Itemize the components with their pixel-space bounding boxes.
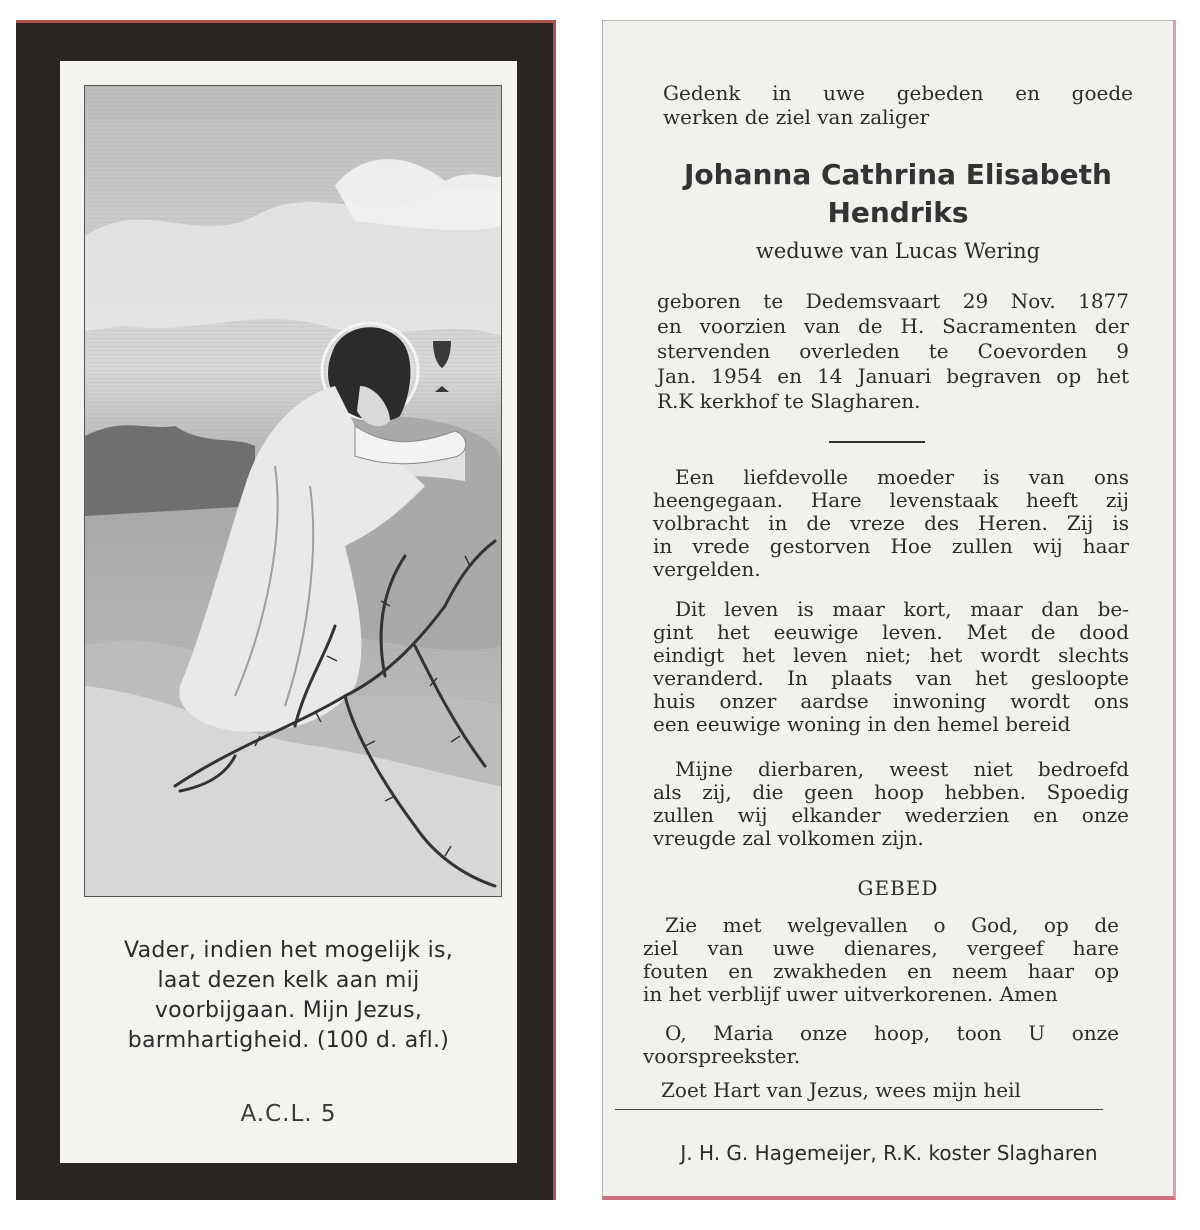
devotional-image <box>84 85 502 897</box>
prayer-line: Zie met welgevallen o God, op de <box>665 913 1119 937</box>
paragraph-line: vergelden. <box>653 557 761 581</box>
paragraph-line: volbracht in de vreze des Heren. Zij is <box>653 511 1129 535</box>
paragraph-line: heengegaan. Hare levenstaak heeft zij <box>653 488 1129 512</box>
paragraph-line: in vrede gestorven Hoe zullen wij haar <box>653 534 1129 558</box>
intro-text <box>663 81 1133 129</box>
paragraph-line: Mijne dierbaren, weest niet bedroefd <box>675 757 1129 781</box>
kneeling-figure-illustration <box>85 86 501 896</box>
paragraph-loved-ones <box>653 758 1129 850</box>
deceased-name <box>633 156 1163 232</box>
caption-line: barmhartigheid. (100 d. afl.) <box>127 1028 450 1053</box>
paragraph-line: veranderd. In plaats van het gesloopte <box>653 666 1129 690</box>
closing-invocation: Zoet Hart van Jezus, wees mijn heil <box>661 1078 1021 1102</box>
prayer-line: voorspreekster. <box>643 1044 801 1068</box>
caption-line: Vader, indien het mogelijk is, <box>123 938 454 963</box>
paragraph-line: zullen wij elkander wederzien en onze <box>653 803 1129 827</box>
prayer-maria <box>643 1022 1119 1068</box>
paragraph-mother <box>653 466 1129 581</box>
bio-line: geboren te Dedemsvaart 29 Nov. 1877 <box>657 289 1129 313</box>
prayer-line: O, Maria onze hoop, toon U onze <box>665 1021 1119 1045</box>
paragraph-line: eindigt het leven niet; het wordt slechts <box>653 643 1129 667</box>
prayer-card-front <box>16 20 556 1200</box>
name-line: Johanna Cathrina Elisabeth <box>684 158 1112 191</box>
paragraph-line: vreugde zal volkomen zijn. <box>653 826 924 850</box>
bio-line: Jan. 1954 en 14 Januari begraven op het <box>657 364 1129 388</box>
intro-line: Gedenk in uwe gebeden en goede <box>663 81 1133 105</box>
paragraph-line: als zij, die geen hoop hebben. Spoedig <box>653 780 1129 804</box>
prayer-heading: GEBED <box>857 876 939 900</box>
bio-line: en voorzien van de H. Sacramenten der <box>657 314 1129 338</box>
prayer-line: in het verblijf uwer uitverkorenen. Amen <box>643 982 1058 1006</box>
printer-credit: J. H. G. Hagemeijer, R.K. koster Slagharen <box>680 1141 1098 1165</box>
paragraph-line: gint het eeuwige leven. Met de dood <box>653 620 1129 644</box>
prayer-card-back <box>602 20 1176 1200</box>
paragraph-life <box>653 598 1129 736</box>
paragraph-line: een eeuwige woning in den hemel bereid <box>653 712 1071 736</box>
widow-line: weduwe van Lucas Wering <box>755 239 1041 263</box>
divider <box>829 441 925 443</box>
prayer-line: fouten en zwakheden en neem haar op <box>643 959 1119 983</box>
prayer-god <box>643 914 1119 1006</box>
biography <box>657 289 1129 414</box>
card-front-inner <box>60 61 517 1163</box>
paragraph-line: huis onzer aardse inwoning wordt ons <box>653 689 1129 713</box>
publisher-code: A.C.L. 5 <box>240 1101 337 1127</box>
bio-line: stervenden overleden te Coevorden 9 <box>657 339 1129 363</box>
footer-rule <box>615 1109 1103 1110</box>
caption-line: laat dezen kelk aan mij <box>157 968 420 993</box>
prayer-caption <box>60 936 517 1056</box>
prayer-line: ziel van uwe dienares, vergeef hare <box>643 936 1119 960</box>
caption-line: voorbijgaan. Mijn Jezus, <box>154 998 423 1023</box>
paragraph-line: Een liefdevolle moeder is van ons <box>675 465 1129 489</box>
paragraph-line: Dit leven is maar kort, maar dan be- <box>675 597 1129 621</box>
intro-line: werken de ziel van zaliger <box>663 105 930 129</box>
bio-line: R.K kerkhof te Slagharen. <box>657 389 921 413</box>
name-line: Hendriks <box>827 196 969 229</box>
